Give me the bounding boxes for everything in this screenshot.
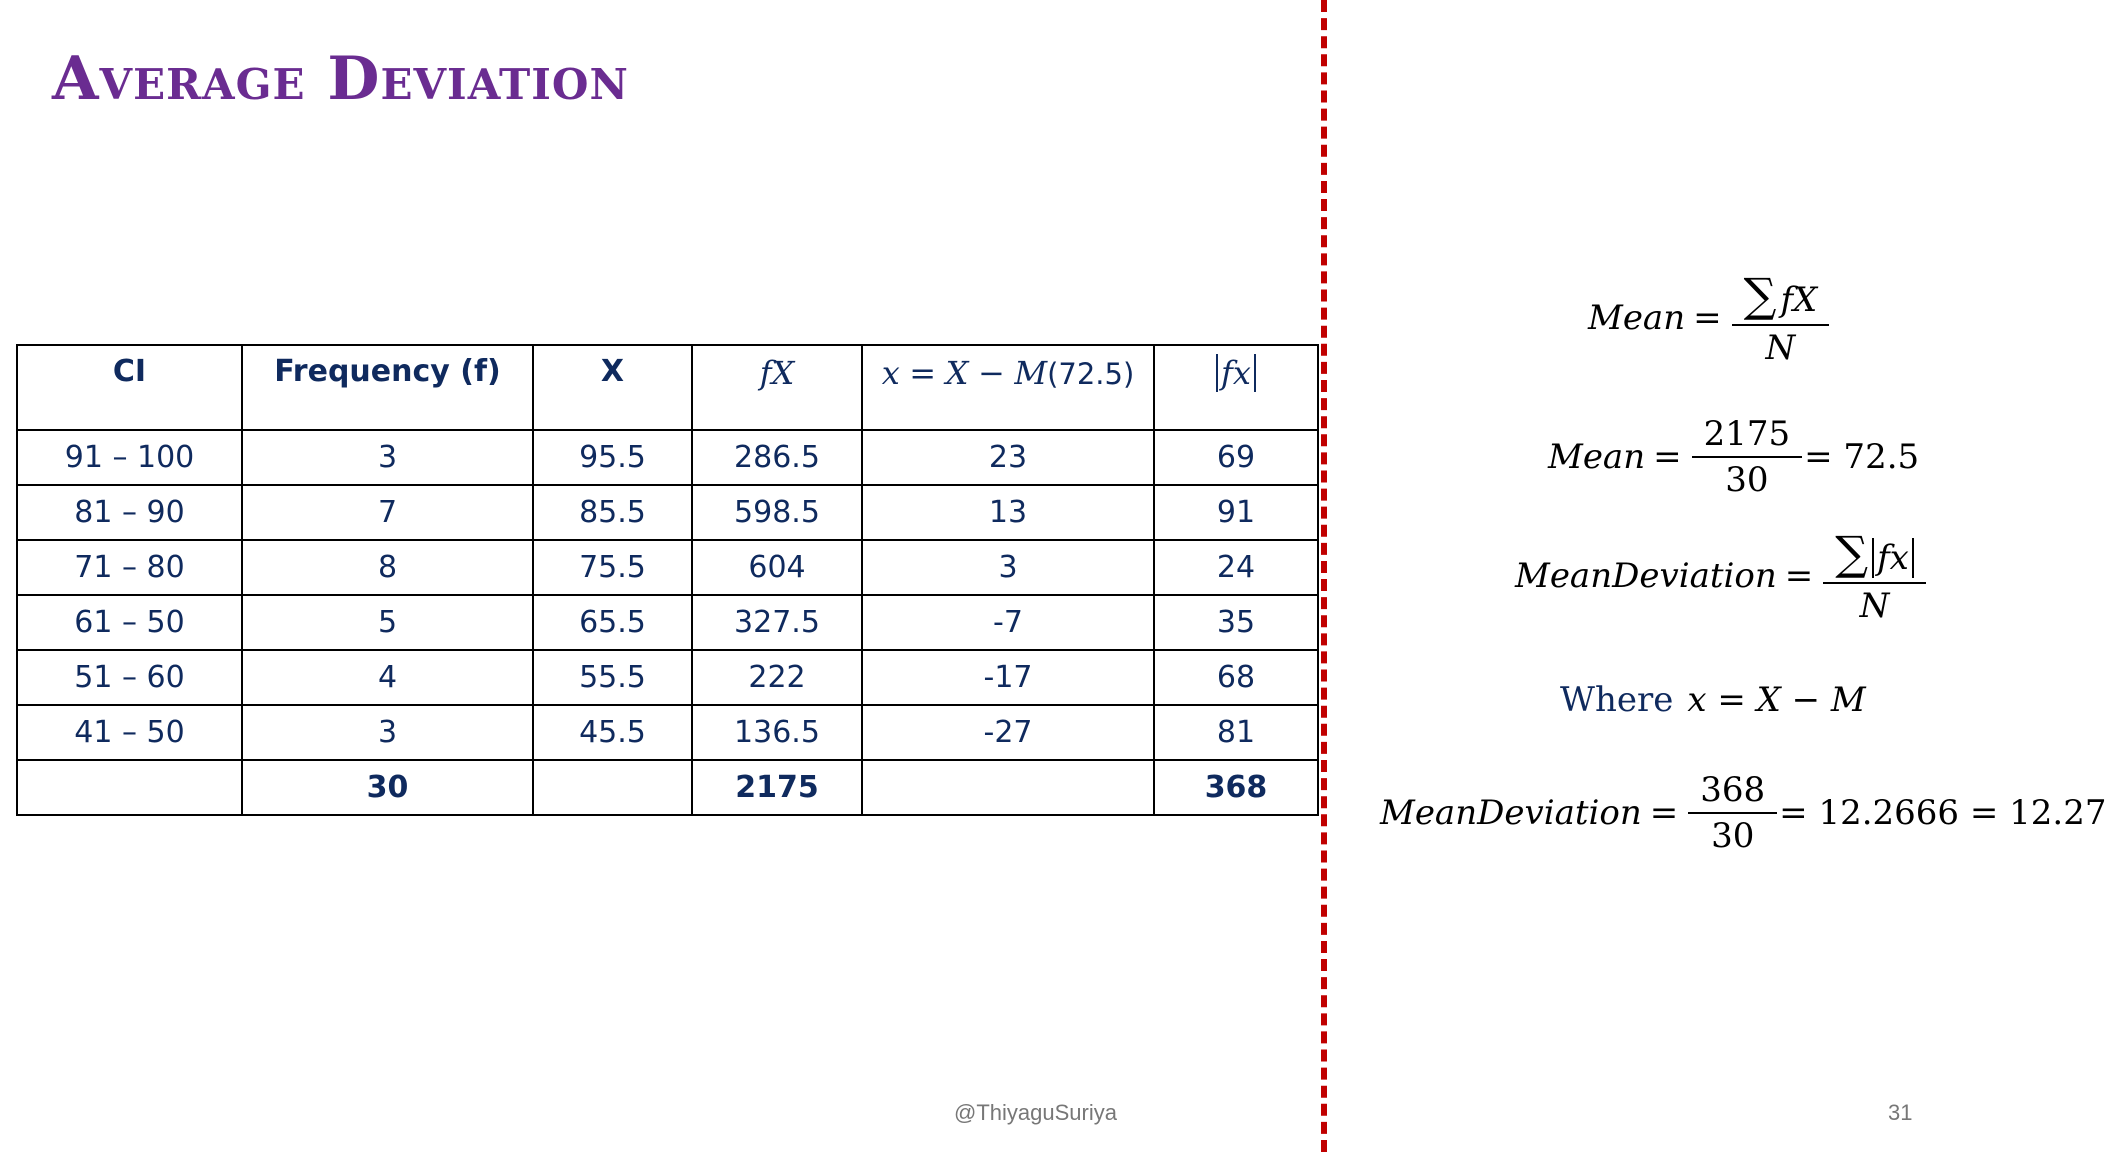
mean-label: Mean bbox=[1548, 437, 1646, 477]
page-number: 31 bbox=[1888, 1100, 1913, 1125]
header-dev-x: x bbox=[881, 354, 900, 392]
slide-title: Average Deviation bbox=[52, 44, 629, 114]
table-row bbox=[17, 430, 1318, 485]
mean-deviation-label: MeanDeviation bbox=[1380, 793, 1642, 833]
cell-ci: 91 – 100 bbox=[17, 430, 242, 485]
header-dev-minus: − bbox=[977, 354, 1005, 392]
equals-sign: = bbox=[1784, 556, 1814, 596]
table-total-row bbox=[17, 760, 1318, 815]
header-x: X bbox=[533, 345, 692, 430]
section-divider bbox=[1321, 0, 1327, 1152]
cell-frequency: 8 bbox=[242, 540, 533, 595]
cell-total-abs-fx: 368 bbox=[1154, 760, 1318, 815]
mean-result: = 72.5 bbox=[1804, 437, 1920, 477]
header-dev-X: X bbox=[945, 354, 969, 392]
where-expression: x = X − M bbox=[1687, 680, 1866, 720]
table-row bbox=[17, 595, 1318, 650]
cell-deviation: 3 bbox=[862, 540, 1154, 595]
cell-abs-fx: 91 bbox=[1154, 485, 1318, 540]
sigma-symbol: ∑ bbox=[1743, 268, 1777, 322]
fx-term: fX bbox=[1780, 280, 1818, 320]
cell-x: 85.5 bbox=[533, 485, 692, 540]
cell-x: 95.5 bbox=[533, 430, 692, 485]
header-dev-eq: = bbox=[909, 354, 937, 392]
cell-abs-fx: 68 bbox=[1154, 650, 1318, 705]
cell-frequency: 7 bbox=[242, 485, 533, 540]
where-statement bbox=[1560, 680, 1866, 720]
cell-abs-fx: 35 bbox=[1154, 595, 1318, 650]
cell-total-deviation bbox=[862, 760, 1154, 815]
cell-frequency: 3 bbox=[242, 430, 533, 485]
frequency-table bbox=[16, 344, 1319, 816]
mean-deviation-label: MeanDeviation bbox=[1515, 556, 1777, 596]
cell-ci: 41 – 50 bbox=[17, 705, 242, 760]
cell-fx: 136.5 bbox=[692, 705, 862, 760]
frequency-table-container bbox=[16, 344, 1319, 816]
cell-x: 65.5 bbox=[533, 595, 692, 650]
mean-deviation-calculation bbox=[1380, 770, 2107, 856]
cell-ci: 61 – 50 bbox=[17, 595, 242, 650]
fraction-denominator: 30 bbox=[1692, 456, 1803, 500]
mean-fraction bbox=[1738, 268, 1824, 368]
fraction-denominator: 30 bbox=[1688, 812, 1777, 856]
cell-abs-fx: 69 bbox=[1154, 430, 1318, 485]
mean-deviation-fraction bbox=[1829, 526, 1920, 626]
cell-ci: 51 – 60 bbox=[17, 650, 242, 705]
sigma-symbol: ∑ bbox=[1835, 526, 1869, 580]
cell-total-ci bbox=[17, 760, 242, 815]
header-ci: CI bbox=[17, 345, 242, 430]
cell-abs-fx: 24 bbox=[1154, 540, 1318, 595]
fraction-numerator: 2175 bbox=[1703, 414, 1791, 454]
cell-frequency: 5 bbox=[242, 595, 533, 650]
cell-fx: 598.5 bbox=[692, 485, 862, 540]
footer-handle: @ThiyaguSuriya bbox=[954, 1100, 1117, 1125]
fraction-numerator bbox=[1829, 526, 1920, 582]
fraction-numerator: 368 bbox=[1700, 770, 1766, 810]
cell-x: 55.5 bbox=[533, 650, 692, 705]
table-row bbox=[17, 485, 1318, 540]
header-abs-fx-label: fx bbox=[1221, 354, 1251, 392]
cell-fx: 222 bbox=[692, 650, 862, 705]
equals-sign: = bbox=[1649, 793, 1679, 833]
mean-deviation-formula bbox=[1515, 526, 1928, 626]
equals-sign: = bbox=[1693, 298, 1722, 338]
cell-frequency: 4 bbox=[242, 650, 533, 705]
mean-deviation-result: = 12.2666 = 12.27 bbox=[1779, 793, 2107, 833]
fraction-denominator: N bbox=[1732, 324, 1830, 368]
cell-deviation: -7 bbox=[862, 595, 1154, 650]
header-frequency: Frequency (f) bbox=[242, 345, 533, 430]
table-row bbox=[17, 650, 1318, 705]
cell-deviation: 23 bbox=[862, 430, 1154, 485]
mean-calculation bbox=[1548, 414, 1919, 500]
mean-value-fraction bbox=[1698, 414, 1797, 500]
header-dev-mean: (72.5) bbox=[1047, 357, 1135, 391]
fraction-numerator bbox=[1738, 268, 1824, 324]
abs-value-bars bbox=[1216, 354, 1256, 392]
cell-ci: 81 – 90 bbox=[17, 485, 242, 540]
header-fx bbox=[692, 345, 862, 430]
mean-formula bbox=[1588, 268, 1831, 368]
cell-total-frequency: 30 bbox=[242, 760, 533, 815]
table-row bbox=[17, 540, 1318, 595]
cell-total-fx: 2175 bbox=[692, 760, 862, 815]
table-row bbox=[17, 705, 1318, 760]
cell-fx: 327.5 bbox=[692, 595, 862, 650]
cell-x: 75.5 bbox=[533, 540, 692, 595]
equals-sign: = bbox=[1653, 437, 1682, 477]
cell-fx: 286.5 bbox=[692, 430, 862, 485]
abs-fx-term: fx bbox=[1877, 538, 1909, 578]
header-abs-fx bbox=[1154, 345, 1318, 430]
header-deviation bbox=[862, 345, 1154, 430]
cell-frequency: 3 bbox=[242, 705, 533, 760]
fraction-denominator: N bbox=[1823, 582, 1926, 626]
cell-fx: 604 bbox=[692, 540, 862, 595]
header-fx-label: fX bbox=[759, 354, 795, 392]
table-header-row bbox=[17, 345, 1318, 430]
cell-ci: 71 – 80 bbox=[17, 540, 242, 595]
mean-deviation-value-fraction bbox=[1694, 770, 1771, 856]
cell-x: 45.5 bbox=[533, 705, 692, 760]
cell-deviation: 13 bbox=[862, 485, 1154, 540]
where-word: Where bbox=[1560, 680, 1674, 720]
abs-value-bars bbox=[1872, 538, 1914, 578]
cell-abs-fx: 81 bbox=[1154, 705, 1318, 760]
cell-deviation: -17 bbox=[862, 650, 1154, 705]
cell-total-x bbox=[533, 760, 692, 815]
header-dev-M: M bbox=[1014, 354, 1048, 392]
cell-deviation: -27 bbox=[862, 705, 1154, 760]
mean-label: Mean bbox=[1588, 298, 1686, 338]
